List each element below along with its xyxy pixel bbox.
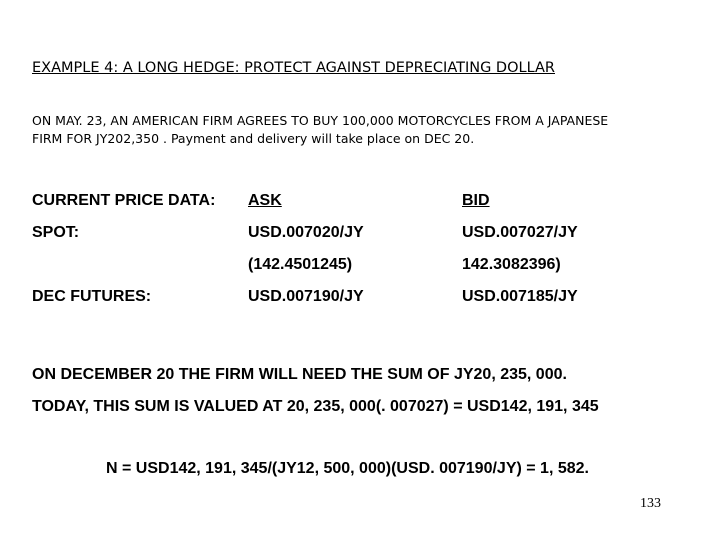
futures-bid-value: USD.007185/JY	[462, 288, 578, 305]
slide-title: EXAMPLE 4: A LONG HEDGE: PROTECT AGAINST DEPRECIATING DOLLAR	[32, 60, 555, 76]
need-statement: ON DECEMBER 20 THE FIRM WILL NEED THE SUM OF JY20, 235, 000.	[32, 366, 567, 383]
intro-line-2: FIRM FOR JY202,350 . Payment and delivery will take place on DEC 20.	[32, 131, 475, 146]
spot-ask-inverse: (142.4501245)	[248, 256, 353, 273]
spot-label: SPOT:	[32, 224, 80, 241]
page-number: 133	[640, 496, 661, 511]
futures-ask-value: USD.007190/JY	[248, 288, 364, 305]
price-data-label: CURRENT PRICE DATA:	[32, 192, 216, 209]
ask-header: ASK	[248, 192, 282, 209]
intro-paragraph	[32, 112, 702, 148]
spot-bid-inverse: 142.3082396)	[462, 256, 561, 273]
contracts-formula: N = USD142, 191, 345/(JY12, 500, 000)(USD. 007190/JY) = 1, 582.	[106, 460, 589, 477]
spot-ask-value: USD.007020/JY	[248, 224, 364, 241]
intro-line-1: ON MAY. 23, AN AMERICAN FIRM AGREES TO BUY 100,000 MOTORCYCLES FROM A JAPANESE	[32, 113, 609, 128]
spot-bid-value: USD.007027/JY	[462, 224, 578, 241]
valuation-statement: TODAY, THIS SUM IS VALUED AT 20, 235, 000(. 007027) = USD142, 191, 345	[32, 398, 599, 415]
futures-label: DEC FUTURES:	[32, 288, 152, 305]
bid-header: BID	[462, 192, 490, 209]
